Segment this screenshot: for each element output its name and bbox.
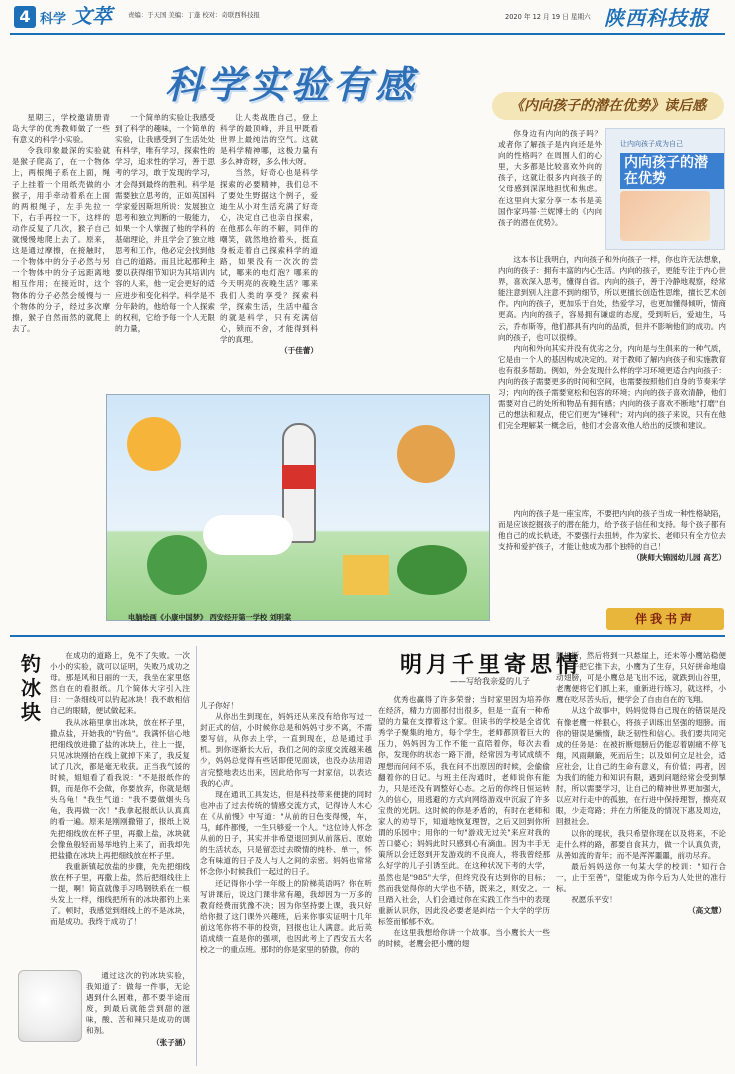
paragraph: 内向的孩子是一座宝库，不要把内向的孩子当成一种性格缺陷，而是应该挖掘孩子的潜在能力，给予孩子信任和支持。每个孩子都有他自己的成长轨迹，不要强行去扭转，作为家长、老师只有全方位去支持和爱护孩子，才能让他成为那个独特的自己！ <box>498 509 726 552</box>
tree-shape <box>397 545 467 595</box>
issue-date: 2020 年 12 月 19 日 星期六 <box>505 13 591 21</box>
paragraph: 令我印象最深的实验就是猴子爬高了，在一个物体上，两根绳子系在上面，绳子上挂着一个用纸壳做的小猴子，用手牵动着系在上面的两根绳子，左手先拉一下，右手再拉一下，这样的动作反复了几次，猴子自己就慢慢地爬上去了。原来，这是通过摩擦，在接触时，一个物体中的分子必然与另一个物体中的分子远距离地相互作用；在接近时，这个物体的分子必然会缓慢与一个物体的分子，经过多次摩擦，猴子自然而然的就爬上去了。 <box>12 146 110 333</box>
ice-col-top <box>50 650 190 970</box>
ice-col-bottom <box>86 970 190 1060</box>
paragraph: 优秀也赢得了许多荣誉；当时家里因为培养你在经济，精力方面都付出很多，但是一直有一种希望的力量在支撑着这个家。但读书的学校是全省优秀学子聚集的地方，每个学生，老师都顶着巨大的压力，妈妈因为工作不能一直陪着你，每次去看你，发现你的状态一路下滑，经常因为考试成绩不理想而问问不乐，我在问不出原因的时候，会偷偷翻着你的日记。与班主任沟通时，老师说你有能力，只是还没有调整好心态。之后的你终日恒运转久的信心，用逃避的方式向网络游戏中沉寂了许多宝贵的光阴。这时候的你是矛盾的，有时在老师和家人的劝导下，知道地恢复理智，之后又回到你所谓的乐园中；用你的一句"游戏无过关"来应对我的苦口婆心；妈妈此时只感到心有滴血。因为丰手无策所以会迁怒到开发游戏的不良商人，将我曾经那么好学的儿子引诱至此。在这种状况下考的大学，虽然也是"985"大学，但终究没有达到你的目标；然而我觉得你的大学也不错，既来之，则安之。一旦踏入社会，人们会通过你在实践工作当中的表现重新认识你，因此没必要老是纠结一个大学的学历标签而郁郁不欢。 <box>378 695 550 926</box>
book-cover-subtitle: 让内向孩子成为自己 <box>620 140 683 148</box>
book-cover-illustration <box>620 191 710 241</box>
section-divider <box>10 635 725 637</box>
review-intro <box>498 128 602 252</box>
science-col-1 <box>12 112 110 392</box>
article-title-letter: 明月千里寄思情 <box>400 652 583 678</box>
paragraph: 一个简单的实验让我感受到了科学的趣味，一个简单的实验，让我感受到了生活处处有科学，唯有学习，探索性的学习，追求性的学习，善于思考的学习，敢于发现的学习，才会得到最终的胜利。科学是需要独立思考的，正如英国科学家爱因斯坦所说：发展独立思考和独立判断的一般能力，如果一个人掌握了他的学科的基础理论，并且学会了独立地思考和工作，他必定会找到他自己的道路。而且比起那种主要以获得细节知识为其培训内容的人来，他一定会更好的适应进步和变化科学。科学是不分年龄的，他给每一个人探索的权利，它给予每一个人无限的力量， <box>115 113 215 333</box>
paragraph: 在这里我想给你讲一个故事。当小鹰长大一些的时候，老鹰会把小鹰的翅 <box>378 927 550 949</box>
paragraph: 这本书让我明白，内向孩子和外向孩子一样，你也许无法想象，内向的孩子：拥有丰富的内心生活。内向的孩子，更能专注于内心世界，喜欢深入思考，懂得自省。内向的孩子，善于冷静地观察，经常能注意到别人注意不到的细节，所以更擅长创造性思维，擅长艺术创作。内向的孩子，更加乐于自处，热爱学习，也更加懂得倾听，情商更高。内向的孩子，容易拥有谦虚的态度，受到听后，爱迪生，马云，乔布斯等，他们都具有内向的品质，但并不影响他们的成功。内向的孩子，也可以很棒。 <box>498 255 726 342</box>
paragraph: 从你出生到现在，妈妈还从来没有给你写过一封正式的信，小时候你总是和妈妈寸步不离，不需要写信，从你去上学，一直到现在，总是通过手机。到你逐渐长大后，我们之间的亲度交流越来越少，妈妈总觉得有些话即使见面谈，也没办法用语言完整地表达出来，因此给你写一封家信，以表达我的心声。 <box>200 712 372 788</box>
paragraph: 让人类战胜自己，登上科学的最顶峰，并且甲既看世界上最纯洁的空气。这就是科学精神哪，这极力量有多么神奇呀，多么伟大呀。 <box>220 113 318 167</box>
editor-credits: 责编：于天国 美编：丁蓬 校对：奇联西科技报 <box>128 11 260 19</box>
author: （张子涵） <box>152 1037 190 1047</box>
paragraph: 最后妈妈送你一句某大学的校训："知行合一，止于至善"，望能成为你今后为人处世的准行标。 <box>556 861 726 893</box>
author: （陕师大锦园幼儿园 高艺） <box>632 553 726 563</box>
paragraph: 通过这次的钓冰块实验，我知道了：做每一件事，无论遇到什么困难，都不要半途而废，到最后就能尝到甜的滋味，酸、苦和辣只是成功的调和剂。 <box>86 971 190 1036</box>
cloud-shape <box>203 515 293 555</box>
paragraph: 内向和外向其实并没有优劣之分，内向是与生俱来的一种气质，它是由一个人的基因构成决定的。对于教师了解内向孩子和实施教育也有很多帮助。例如，外会发现什么样的学习环境更适合内向孩子：内向的孩子需要更多的时间和空间，也需要按照他们自身的节奏来学习；内向的孩子需要宽松和包容的环境；内向的孩子喜欢清静，他们需要对自己的处所和物品有拥有感；内向的孩子喜欢不断地"打磨"自己的想法和观点，使它们更为"锤利"；对内向的孩子来说，只有在他们完全理解某一概念后，他们才会喜欢他人给出的反馈和建议。 <box>498 343 726 431</box>
planet-shape <box>397 425 455 483</box>
paragraph: 当然，好奇心也是科学探索的必要精神，我们总不了要处生野据这个例子，爱迪生从小对生活充满了好奇心，决定自己也亲自探索，在他那么年的不解，同伴的嘲笑，就然地拾着头，挺直身板走着自己探索科学的道路，如果没有一次次的尝试，哪来的电灯泡？哪来的今天明亮的夜晚生活？哪来我们人类的享受？探索科学，探索生活，生活中蕴含的就是科学，只有充满信心，锁而不舍，才能得到科学的真理。 <box>220 168 318 344</box>
article-title-ice: 钓冰块 <box>21 652 41 724</box>
paragraph: 现在通讯工具发达，但是科技带来便捷的同时也冲击了过去传统的情感交流方式，记得诗人木心在《从前慢》中写道："从前的日色变得慢，车，马，邮件都慢，一生只够爱一个人。"这位诗人怀念从前的日子，其实并非希望退回到从前落后、原始的生活状态，只是留恋过去睽情的纯朴、单一，怀念有味道的日子及人与人之间的亲密。妈妈也常常怀念你小时候我们一起过的日子。 <box>200 789 372 877</box>
column-rule <box>196 646 197 1066</box>
letter-col-1 <box>200 700 372 1066</box>
section-label: 科学 <box>40 12 67 27</box>
article-subtitle-letter: ——写给我亲爱的儿子 <box>450 677 530 686</box>
review-title: 《内向孩子的潜在优势》读后感 <box>492 92 724 120</box>
science-col-3 <box>220 112 318 392</box>
science-col-2 <box>115 112 215 392</box>
newspaper-name: 陕西科技报 <box>604 6 709 30</box>
paragraph: 膀折断，然后将到一只悬崖上，还未等小鹰站稳便一下子把它推下去，小鹰为了生存，只好拼命地扇动翅膀，可是小鹰总是飞出不远，就跌到山谷里，老鹰便将它们抓上来，重新进行练习，就这样，小鹰在吃尽苦头后，便学会了自由自在的飞翔。 <box>556 651 726 705</box>
painting-image <box>106 394 490 621</box>
book-cover-title: 内向孩子的潜在优势 <box>620 153 724 189</box>
paragraph: 我重新镇起放盐的步骤，先先把细线放在杯子里，再撒上盐，然后把细线往上一提，啊！简直就像手习鸣钢铁系在一根头发上一样，细线把所有的冰块都钓上来了。顿时，我感觉到细线上的不是冰块，而是成功。我终于成功了！ <box>50 861 190 927</box>
letter-col-3 <box>556 650 726 1066</box>
review-conclusion <box>498 508 726 604</box>
book-cover-image <box>605 128 725 250</box>
sun-shape <box>127 417 181 471</box>
painting-caption: 电脑绘画《小康中国梦》 西安经开第一学校 刘明棠 <box>128 613 292 622</box>
rocket-band <box>282 465 316 489</box>
paragraph: 我从冰箱里拿出冰块，放在杯子里，撒点盐，开始我的"钓鱼"。我满怀信心地把细线放进撒了盐的冰块上，往上一提，只见冰块刚抬在线上就掉下来了，我反复试了几次，都是毫无收获。正当我气馁的时候，姐姐看了看我说："不是报纸作的假，而是你不会做，你要放弃，你就是烟头乌龟！"我生气道："我不要做烟头乌龟，我再做一次！"我拿起报纸认认真真的看一遍。原来是刚刚撒错了，报纸上说先把细线放在杯子里，再撒上盐，冰块就会像鱼般轻而易举地钓上来了，而我却先把盐撒在冰块上再把细线放在杯子里。 <box>50 717 190 860</box>
tree-shape <box>147 535 207 595</box>
paragraph: 祝愿乐平安！ <box>571 895 617 905</box>
paragraph: 你身边有内向的孩子吗？或者你了解孩子是内向还是外向的性格吗？在周围人们的心里，大多都是比较喜欢外向的孩子，这就让很多内向孩子的父母感到深深地担忧和焦虑。在这里向大家分享一本书是美国作家玛蒂·兰妮博士的《内向孩子的潜在优势》。 <box>498 129 602 227</box>
house-shape <box>343 555 389 595</box>
review-body <box>498 254 726 508</box>
cat-illustration <box>18 970 82 1042</box>
article-title-science: 科学实验有感 <box>165 63 418 107</box>
page-number: 4 <box>14 6 36 28</box>
header-rule <box>10 33 725 35</box>
paragraph: 在成功的道路上，免不了失败。一次小小的实验，就可以证明，失败乃成功之母。那是风和日丽的一天，我坐在家里悠然自在的看报纸。几个简体大字引入注目：一条细线可以钓起冰块！我不敢相信自己的眼睛，便试做起来。 <box>50 651 190 716</box>
paragraph: 从这个故事中，妈妈觉得自己现在的错误是没有像老鹰一样狠心，将孩子训练出坚强的翅膀。而你的错误是懒惰，缺乏韧性和信心。我们要共同完成的任务是：在被折断翅膀后仍能忍着剧痛不停飞翔，风雨颠簸，死而后生；以及如何立足社会，适应社会，让自己的生命有意义，有价值；再者，因为我们的能力和知识有限，遇到问题经常会受到掣肘，所以需要学习，让自己的精神世界更加强大，以应对行走中的孤独，在行进中保持理智，擦亮双眼，少走弯路；并在力所能及的情况下惠及周边，回报社会。 <box>556 706 726 827</box>
author: （高文慧） <box>688 906 726 916</box>
paragraph: 以你的现状，我只希望你现在以及将来，不论走什么样的路，都要自食其力，做一个认真负责，从善如流的青年；而不是浑浑噩噩，前功尽弃。 <box>556 828 726 860</box>
letter-col-2 <box>378 694 550 1066</box>
section-title: 文萃 <box>72 4 112 28</box>
column-banner: 伴我书声 <box>606 608 724 630</box>
paragraph: 星期三，学校邀请册青岛大学的优秀教师做了一些有意义的科学小实验。 <box>12 113 110 145</box>
paragraph: 还记得你小学一年级上的阶梯英语吗？你在听写讲课后，说这门课非常有趣，我却因为一万多的教育经费而犹豫不决；因为你坚持要上课，我只好给你报了这门课外兴趣班，后来你事实证明十几年前这笔你将不菲的投资，回报也让人满意。此后英语成绩一直是你的强项，也因此考上了西安五大名校之一的重点班。那时的你是家里的骄傲，你的 <box>200 878 372 955</box>
paragraph: 儿子你好！ <box>200 701 238 710</box>
author: （于佳蕾） <box>280 345 318 355</box>
